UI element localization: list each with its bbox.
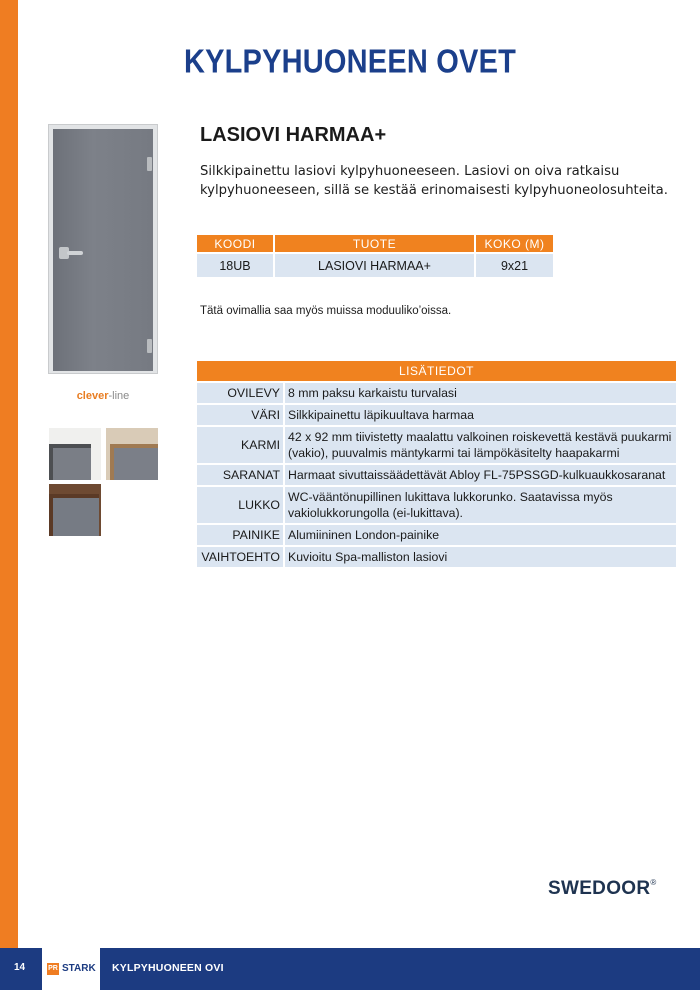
- detail-value: WC-vääntönupillinen lukittava lukkorunko. Saatavissa myös vakiolukkorungolla (ei-lukittava).: [285, 487, 676, 523]
- detail-value: 42 x 92 mm tiivistetty maalattu valkoinen roiskevettä kestävä puukarmi (vakio), puuvalmis mäntykarmi tai lämpökäsitelty haapakarmi: [285, 427, 676, 463]
- cell-koodi: 18UB: [197, 254, 273, 277]
- page-footer: [0, 948, 700, 990]
- product-table-header: [197, 235, 553, 252]
- table-row: [197, 427, 676, 463]
- product-description: Silkkipainettu lasiovi kylpyhuoneeseen. Lasiovi on oiva ratkaisu kylpyhuoneeseen, sillä se kestää erinomaisesti kylpyhuoneolosuhteita.: [200, 164, 668, 198]
- detail-value: Silkkipainettu läpikuultava harmaa: [285, 405, 676, 425]
- stark-logo: [42, 948, 100, 990]
- detail-label: LUKKO: [197, 487, 283, 523]
- detail-label: SARANAT: [197, 465, 283, 485]
- product-title: LASIOVI HARMAA+: [200, 124, 387, 146]
- details-table: [195, 359, 678, 569]
- page-number: 14: [14, 962, 26, 973]
- size-note: Tätä ovimallia saa myös muissa moduuliko’oissa.: [200, 305, 452, 317]
- detail-value: Harmaat sivuttaissäädettävät Abloy FL-75PSSGD-kulkuaukkosaranat: [285, 465, 676, 485]
- detail-label: VAIHTOEHTO: [197, 547, 283, 567]
- swedoor-logo: SWEDOOR®: [548, 878, 657, 899]
- hinge-bottom-icon: [147, 339, 152, 353]
- door-handle-icon: [55, 247, 81, 259]
- page-title: KYLPYHUONEEN OVET: [183, 43, 517, 81]
- table-row: [197, 405, 676, 425]
- stark-logo-text: STARK: [62, 963, 96, 974]
- column-header-tuote: TUOTE: [275, 235, 474, 252]
- clever-line-logo: clever-line: [76, 390, 130, 402]
- column-header-koko: KOKO (M): [476, 235, 553, 252]
- table-row: [197, 547, 676, 567]
- detail-label: KARMI: [197, 427, 283, 463]
- detail-label: PAINIKE: [197, 525, 283, 545]
- detail-value: Alumiininen London-painike: [285, 525, 676, 545]
- frame-variant-white-thumbnail: [49, 428, 101, 480]
- cell-tuote: LASIOVI HARMAA+: [275, 254, 474, 277]
- table-row: [197, 525, 676, 545]
- table-row: [197, 383, 676, 403]
- cell-koko: 9x21: [476, 254, 553, 277]
- detail-label: OVILEVY: [197, 383, 283, 403]
- table-row: [197, 487, 676, 523]
- door-image: [48, 124, 158, 374]
- frame-variant-pine-thumbnail: [106, 428, 158, 480]
- table-row: [197, 465, 676, 485]
- column-header-koodi: KOODI: [197, 235, 273, 252]
- table-row: [197, 254, 553, 277]
- frame-variant-thermo-thumbnail: [49, 484, 101, 536]
- door-glass-panel: [53, 129, 153, 371]
- details-header: LISÄTIEDOT: [197, 361, 676, 381]
- detail-label: VÄRI: [197, 405, 283, 425]
- hinge-top-icon: [147, 157, 152, 171]
- stark-logo-mark: PR: [47, 963, 59, 975]
- product-table: [195, 233, 555, 279]
- orange-side-bar: [0, 0, 18, 948]
- detail-value: 8 mm paksu karkaistu turvalasi: [285, 383, 676, 403]
- footer-section-title: KYLPYHUONEEN OVI: [112, 962, 224, 974]
- detail-value: Kuvioitu Spa-malliston lasiovi: [285, 547, 676, 567]
